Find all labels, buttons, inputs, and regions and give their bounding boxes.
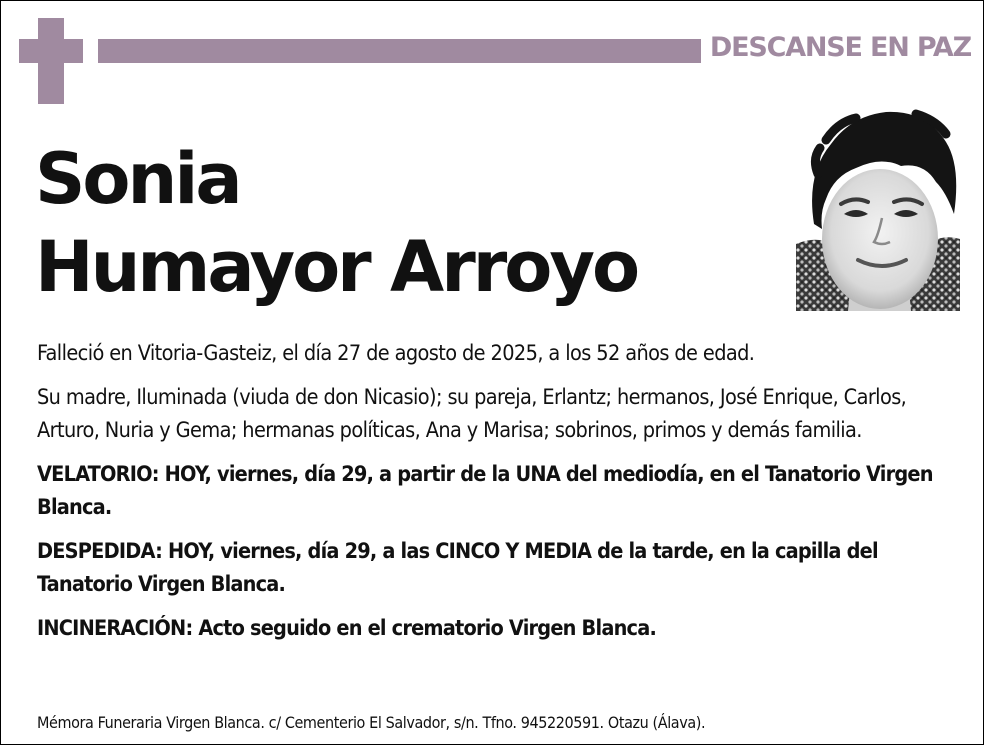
family-list: Su madre, Iluminada (viuda de don Nicasio); su pareja, Erlantz; hermanos, José Enrique, Carlos, Arturo, Nuria y Gema; hermanas políticas, Ana y Marisa; sobrinos, primos y demás familia. [37, 385, 907, 443]
portrait-photo [796, 104, 960, 311]
funeral-home-footer: Mémora Funeraria Virgen Blanca. c/ Cementerio El Salvador, s/n. Tfno. 945220591. Otazu (Álava). [37, 713, 706, 732]
surnames: Humayor Arroyo [35, 226, 638, 308]
header-rule [98, 39, 701, 63]
header-label: DESCANSE EN PAZ [709, 32, 971, 63]
death-statement: Falleció en Vitoria-Gasteiz, el día 27 de agosto de 2025, a los 52 años de edad. [37, 341, 755, 366]
first-name: Sonia [35, 138, 240, 220]
deceased-name [35, 135, 637, 311]
cross-horizontal-bar [19, 39, 83, 63]
velatorio-info: VELATORIO: HOY, viernes, día 29, a partir de la UNA del mediodía, en el Tanatorio Virgen Blanca. [37, 462, 933, 520]
despedida-info: DESPEDIDA: HOY, viernes, día 29, a las CINCO Y MEDIA de la tarde, en la capilla del Tanatorio Virgen Blanca. [37, 539, 878, 597]
portrait-illustration [796, 104, 960, 311]
notice-body [37, 337, 957, 656]
incineracion-info: INCINERACIÓN: Acto seguido en el crematorio Virgen Blanca. [37, 616, 657, 641]
